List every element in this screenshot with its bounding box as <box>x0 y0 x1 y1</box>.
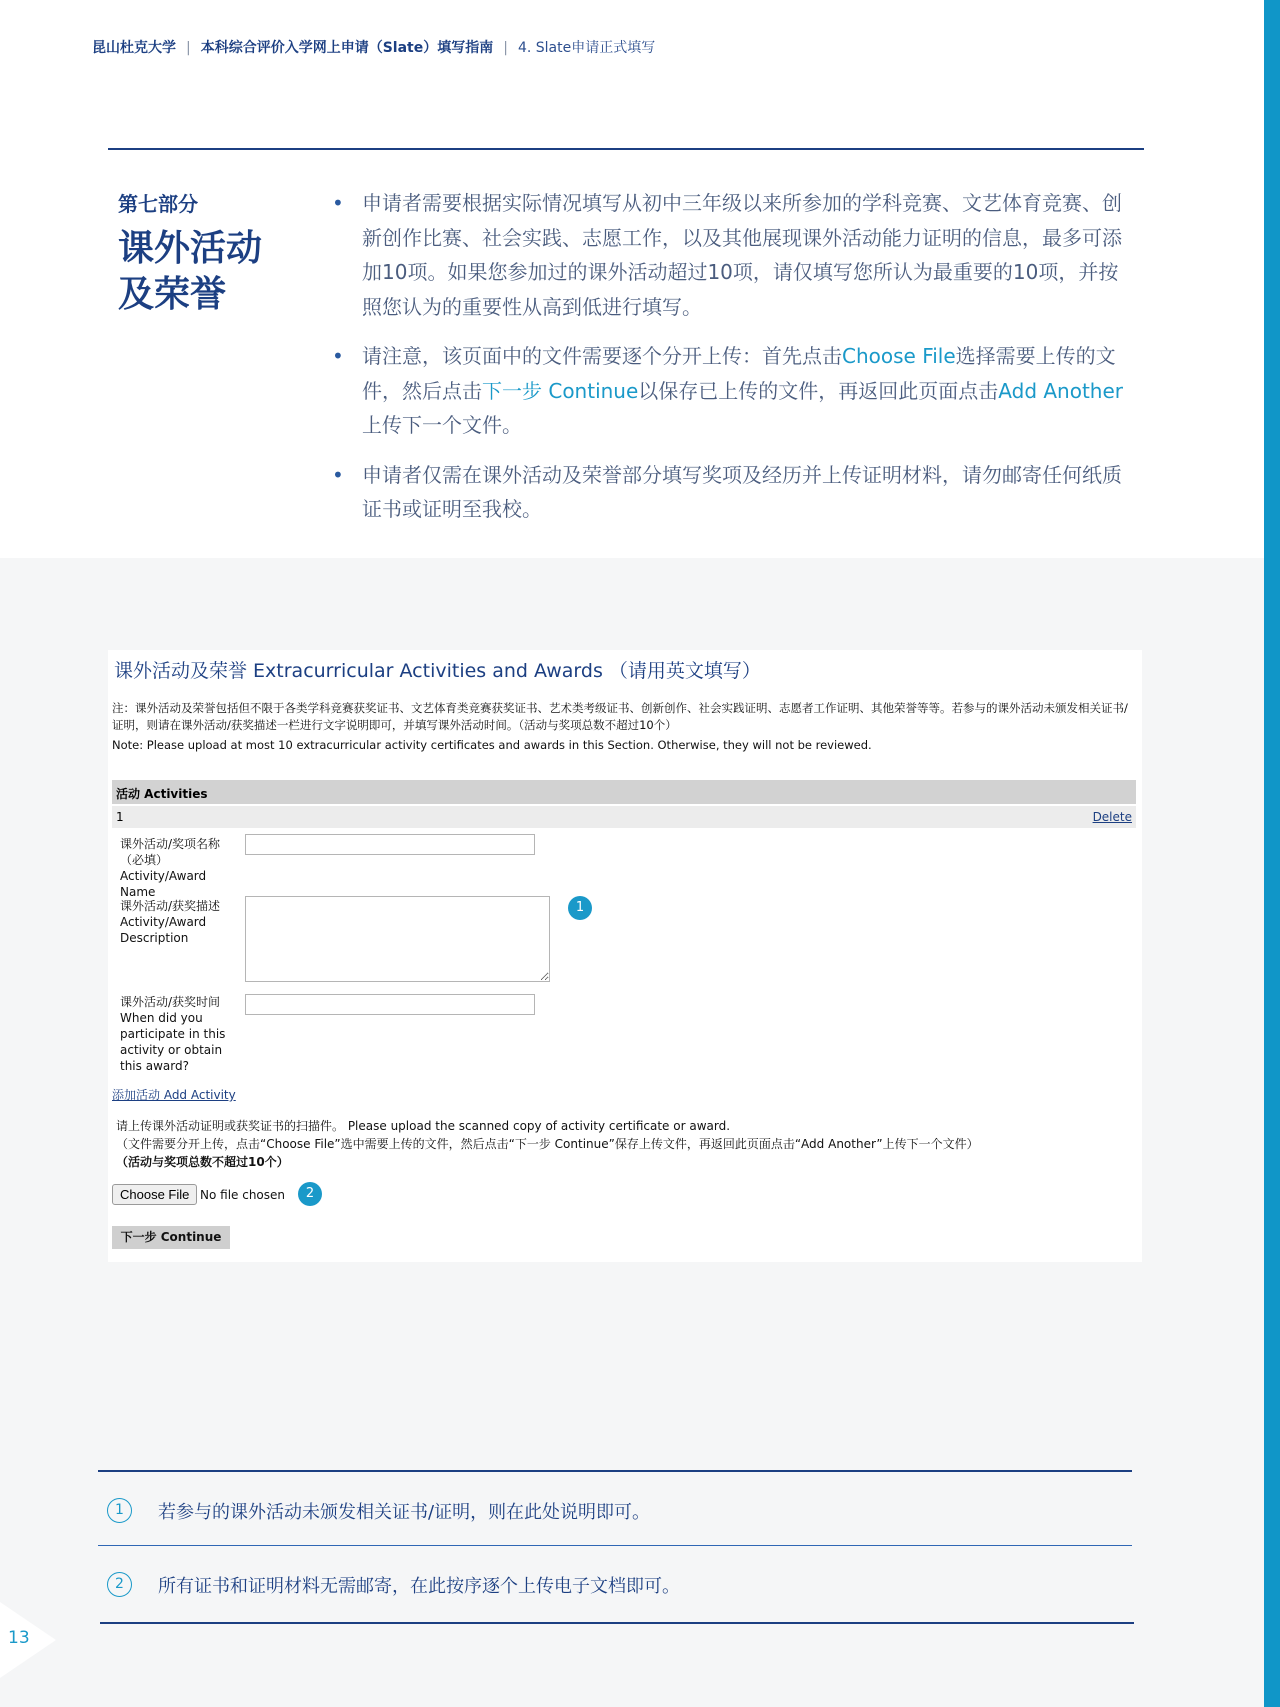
instruction-item <box>330 458 1130 527</box>
instruction-text: 申请者仅需在课外活动及荣誉部分填写奖项及经历并上传证明材料，请勿邮寄任何纸质证书或证明至我校。 <box>362 462 1122 521</box>
instruction-text: 以保存已上传的文件，再返回此页面点击 <box>638 378 999 403</box>
activity-time-label <box>120 994 238 1074</box>
header-guide-title: 本科综合评价入学网上申请（Slate）填写指南 <box>200 40 494 56</box>
callout-marker-1: 1 <box>568 896 592 920</box>
continue-button[interactable]: 下一步 Continue <box>112 1226 230 1249</box>
header-separator: | <box>186 40 191 56</box>
activity-name-input[interactable] <box>245 834 535 855</box>
upload-instruction-line: （文件需要分开上传，点击“Choose File”选中需要上传的文件，然后点击“下一步 Continue”保存上传文件，再返回此页面点击“Add Another”上传下一个文件） <box>116 1137 979 1151</box>
upload-instructions <box>116 1117 1116 1171</box>
activity-time-label-cn: 课外活动/获奖时间 <box>120 995 221 1009</box>
form-note-en: Note: Please upload at most 10 extracurricular activity certificates and awards in this Section. Otherwise, they will not be reviewed. <box>112 738 872 752</box>
footnote-divider <box>98 1545 1132 1546</box>
activity-time-input[interactable] <box>245 994 535 1015</box>
page-number: 13 <box>8 1628 30 1648</box>
highlight-continue: 下一步 Continue <box>482 378 639 403</box>
footnote-marker-1: 1 <box>107 1498 132 1523</box>
instruction-text: 上传下一个文件。 <box>362 413 522 437</box>
bullet-icon: • <box>332 462 344 487</box>
header-university: 昆山杜克大学 <box>92 40 176 56</box>
upload-instruction-line: （活动与奖项总数不超过10个） <box>116 1155 289 1169</box>
activity-name-label-cn: 课外活动/奖项名称（必填） <box>120 837 221 867</box>
section-title <box>118 226 288 318</box>
file-status: No file chosen <box>200 1188 286 1202</box>
bullet-icon: • <box>332 191 344 215</box>
activity-name-label-en: Activity/Award Name <box>120 869 207 899</box>
running-header <box>92 37 655 57</box>
header-separator: | <box>503 40 508 56</box>
highlight-add-another: Add Another <box>998 378 1124 403</box>
activity-description-label-cn: 课外活动/获奖描述 <box>120 899 221 913</box>
footnote-text-2: 所有证书和证明材料无需邮寄，在此按序逐个上传电子文档即可。 <box>158 1576 680 1597</box>
activity-description-label <box>120 898 238 946</box>
callout-marker-2: 2 <box>298 1182 322 1206</box>
choose-file-button[interactable]: Choose File <box>112 1184 197 1205</box>
footnote-bottom-rule <box>100 1622 1134 1624</box>
section-title-line1: 课外活动 <box>118 228 263 269</box>
top-divider <box>108 148 1144 150</box>
activity-name-label <box>120 836 238 900</box>
instruction-item <box>330 186 1130 324</box>
activity-description-label-en: Activity/Award Description <box>120 915 207 945</box>
instruction-text: 选择需要上传的文件，然后点击 <box>362 344 1116 403</box>
add-activity-link[interactable]: 添加活动 Add Activity <box>112 1088 236 1102</box>
section-title-line2: 及荣誉 <box>118 274 227 315</box>
delete-link[interactable]: Delete <box>1092 810 1132 824</box>
activities-header: 活动 Activities <box>112 780 1136 804</box>
header-chapter: 4. Slate申请正式填写 <box>517 40 656 56</box>
bullet-icon: • <box>332 344 344 368</box>
upload-instruction-line: 请上传课外活动证明或获奖证书的扫描件。 Please upload the scanned copy of activity certificate or award. <box>116 1119 731 1133</box>
footnote-text-1: 若参与的课外活动未颁发相关证书/证明，则在此处说明即可。 <box>158 1502 651 1523</box>
instruction-text: 请注意，该页面中的文件需要逐个分开上传：首先点击 <box>362 344 842 368</box>
footnote-top-rule <box>98 1470 1132 1472</box>
part-label: 第七部分 <box>118 192 198 216</box>
activity-description-textarea[interactable] <box>245 896 550 982</box>
activity-time-label-en: When did you participate in this activity or obtain this award? <box>120 1011 226 1073</box>
form-title: 课外活动及荣誉 Extracurricular Activities and Awards （请用英文填写） <box>114 660 761 682</box>
instruction-item <box>330 339 1130 443</box>
instruction-text: 申请者需要根据实际情况填写从初中三年级以来所参加的学科竞赛、文艺体育竞赛、创新创作比赛、社会实践、志愿工作，以及其他展现课外活动能力证明的信息，最多可添加10项。如果您参加过的课外活动超过10项，请仅填写您所认为最重要的10项，并按照您认为的重要性从高到低进行填写。 <box>362 191 1122 319</box>
highlight-choose-file: Choose File <box>842 344 956 368</box>
activity-row-number: 1 <box>116 810 124 824</box>
activity-row-header <box>112 806 1136 828</box>
instruction-list <box>330 186 1130 542</box>
form-screenshot <box>108 650 1142 1262</box>
footnote-marker-2: 2 <box>107 1572 132 1597</box>
form-note-cn: 注：课外活动及荣誉包括但不限于各类学科竞赛获奖证书、文艺体育类竞赛获奖证书、艺术类考级证书、创新创作、社会实践证明、志愿者工作证明、其他荣誉等等。若参与的课外活动未颁发相关证书/证明，则请在课外活动/获奖描述一栏进行文字说明即可，并填写课外活动时间。（活动与奖项总数不超过10个） <box>112 701 1128 732</box>
right-accent-bar <box>1264 0 1280 1707</box>
